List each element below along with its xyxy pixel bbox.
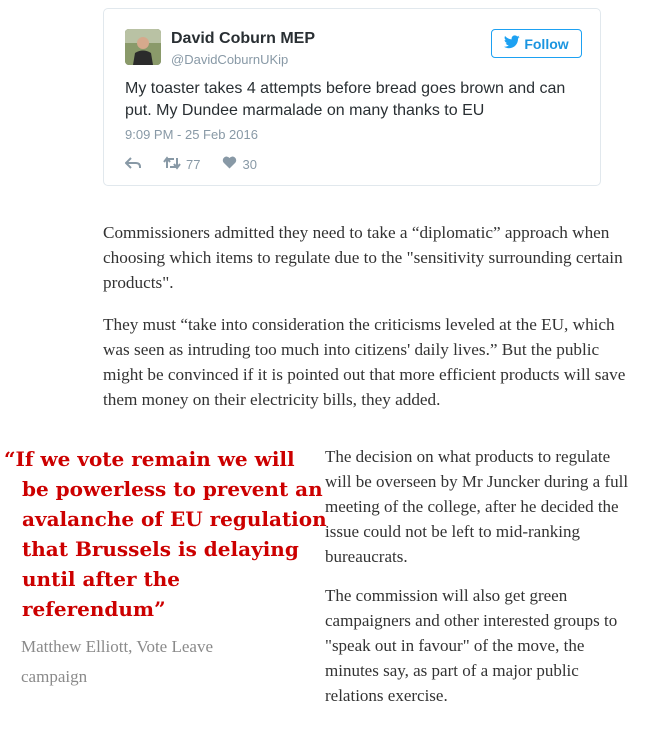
tweet-timestamp[interactable]: 9:09 PM - 25 Feb 2016 <box>125 127 258 142</box>
article-paragraph: They must “take into consideration the criticisms leveled at the EU, which was seen as intruding too much into citizens' daily lives.” But the public might be convinced if it is pointed out that more efficient products will save them money on their electricity bills, they added. <box>103 315 626 409</box>
tweet-text: My toaster takes 4 attempts before bread goes brown and can put. My Dundee marmalade on many thanks to EU <box>125 80 566 119</box>
article-paragraph: The commission will also get green campaigners and other interested groups to "speak out in favour" of the move, the minutes say, as part of a major public relations exercise. <box>325 586 618 705</box>
pull-quote-line: that Brussels is delaying <box>22 537 299 561</box>
pull-quote-line: avalanche of EU regulation <box>22 507 327 531</box>
retweet-count: 77 <box>186 156 201 172</box>
follow-label: Follow <box>524 35 569 52</box>
like-button[interactable] <box>222 156 256 172</box>
follow-button[interactable] <box>491 29 582 58</box>
article-paragraph: Commissioners admitted they need to take a “diplomatic” approach when choosing which items to regulate due to the "sensitivity surrounding certain products". <box>103 223 623 292</box>
tweet-actions <box>125 154 279 174</box>
retweet-icon <box>163 156 181 173</box>
like-count: 30 <box>242 156 257 172</box>
embedded-tweet <box>103 8 601 186</box>
avatar[interactable] <box>125 29 161 65</box>
tweet-author-handle[interactable]: @DavidCoburnUKip <box>171 52 289 67</box>
reply-icon <box>125 157 141 172</box>
pull-quote-attribution: Matthew Elliott, Vote Leave campaign <box>21 637 213 686</box>
reply-button[interactable] <box>125 157 141 172</box>
pull-quote-line: “If we vote remain we will <box>4 447 295 471</box>
pull-quote-line: referendum” <box>22 597 166 621</box>
pull-quote-line: be powerless to prevent an <box>22 477 323 501</box>
pull-quote-line: until after the <box>22 567 181 591</box>
tweet-author-name[interactable]: David Coburn MEP <box>171 30 316 47</box>
twitter-bird-icon <box>504 35 520 52</box>
article-paragraph: The decision on what products to regulate will be overseen by Mr Juncker during a full meeting of the college, after he decided the issue could not be left to mid-ranking bureaucrats. <box>325 447 629 566</box>
heart-icon <box>222 156 237 172</box>
retweet-button[interactable] <box>163 156 200 173</box>
pull-quote <box>4 444 327 624</box>
